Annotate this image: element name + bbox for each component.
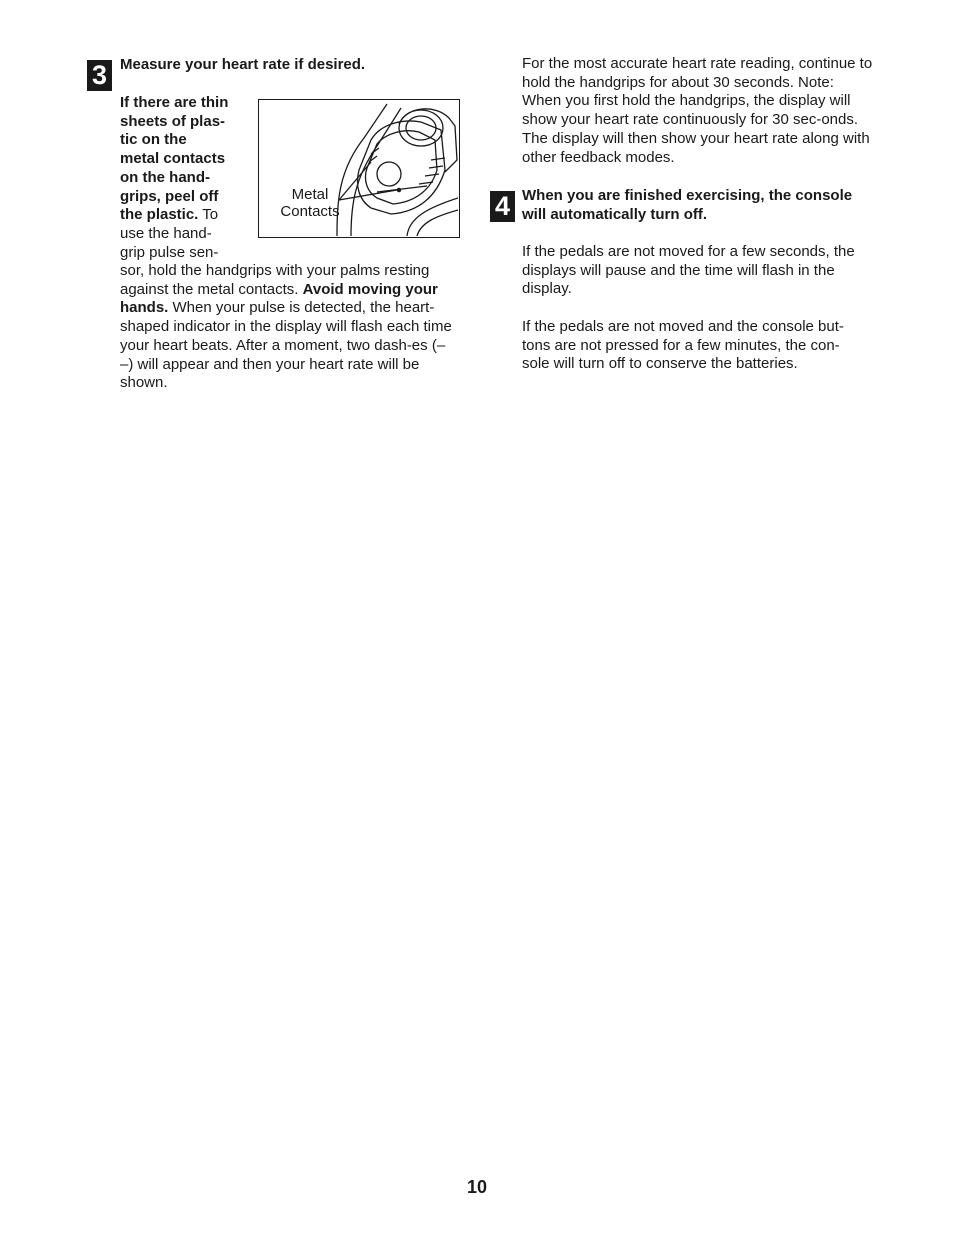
step-4-paragraph-2: If the pedals are not moved and the console but-tons are not pressed for a few minutes, the con-sole will turn off to conserve the batteries. [522, 318, 844, 373]
wrap-line: use the hand- [120, 224, 212, 242]
step-4-number: 4 [490, 191, 515, 222]
wrap-line: grips, peel off [120, 187, 219, 205]
step-4-paragraph-1: If the pedals are not moved for a few seconds, the displays will pause and the time will flash in the display. [522, 243, 855, 298]
wrap-line: tic on the [120, 131, 187, 149]
right-column-continued [522, 55, 874, 167]
page-number: 10 [466, 1177, 488, 1197]
wrap-line: sheets of plas- [120, 112, 226, 130]
wrap-line: If there are thin [120, 94, 229, 111]
continued-paragraph: For the most accurate heart rate reading, continue to hold the handgrips for about 30 seconds. Note: When you first hold the handgrips, the display will show your heart rate continuously for 30 sec-onds. The display will then show your heart rate along with other feedback modes. [522, 55, 873, 166]
step-3-wrap-text [120, 94, 255, 262]
wrap-line: the plastic. To [120, 206, 219, 224]
step-3-heading-text: Measure your heart rate if desired. [120, 56, 366, 73]
metal-contacts-label: Metal Contacts [280, 186, 340, 220]
step-3-heading [120, 56, 460, 75]
wrap-line: grip pulse sen- [120, 243, 219, 261]
step-3-number: 3 [87, 60, 112, 91]
step-3-body [120, 262, 462, 393]
step-3-paragraph: sor, hold the handgrips with your palms resting against the metal contacts. Avoid moving your hands. When your pulse is detected, the heart-shaped indicator in the display will flash each time your heart beats. After a moment, two dash-es (– –) will appear and then your heart rate will be shown. [120, 262, 452, 392]
step-4-heading-text: When you are finished exercising, the console will automatically turn off. [522, 187, 853, 223]
console-figure [258, 99, 460, 238]
wrap-line: metal contacts [120, 150, 226, 168]
step-4-heading [522, 187, 874, 224]
wrap-line: on the hand- [120, 168, 210, 186]
